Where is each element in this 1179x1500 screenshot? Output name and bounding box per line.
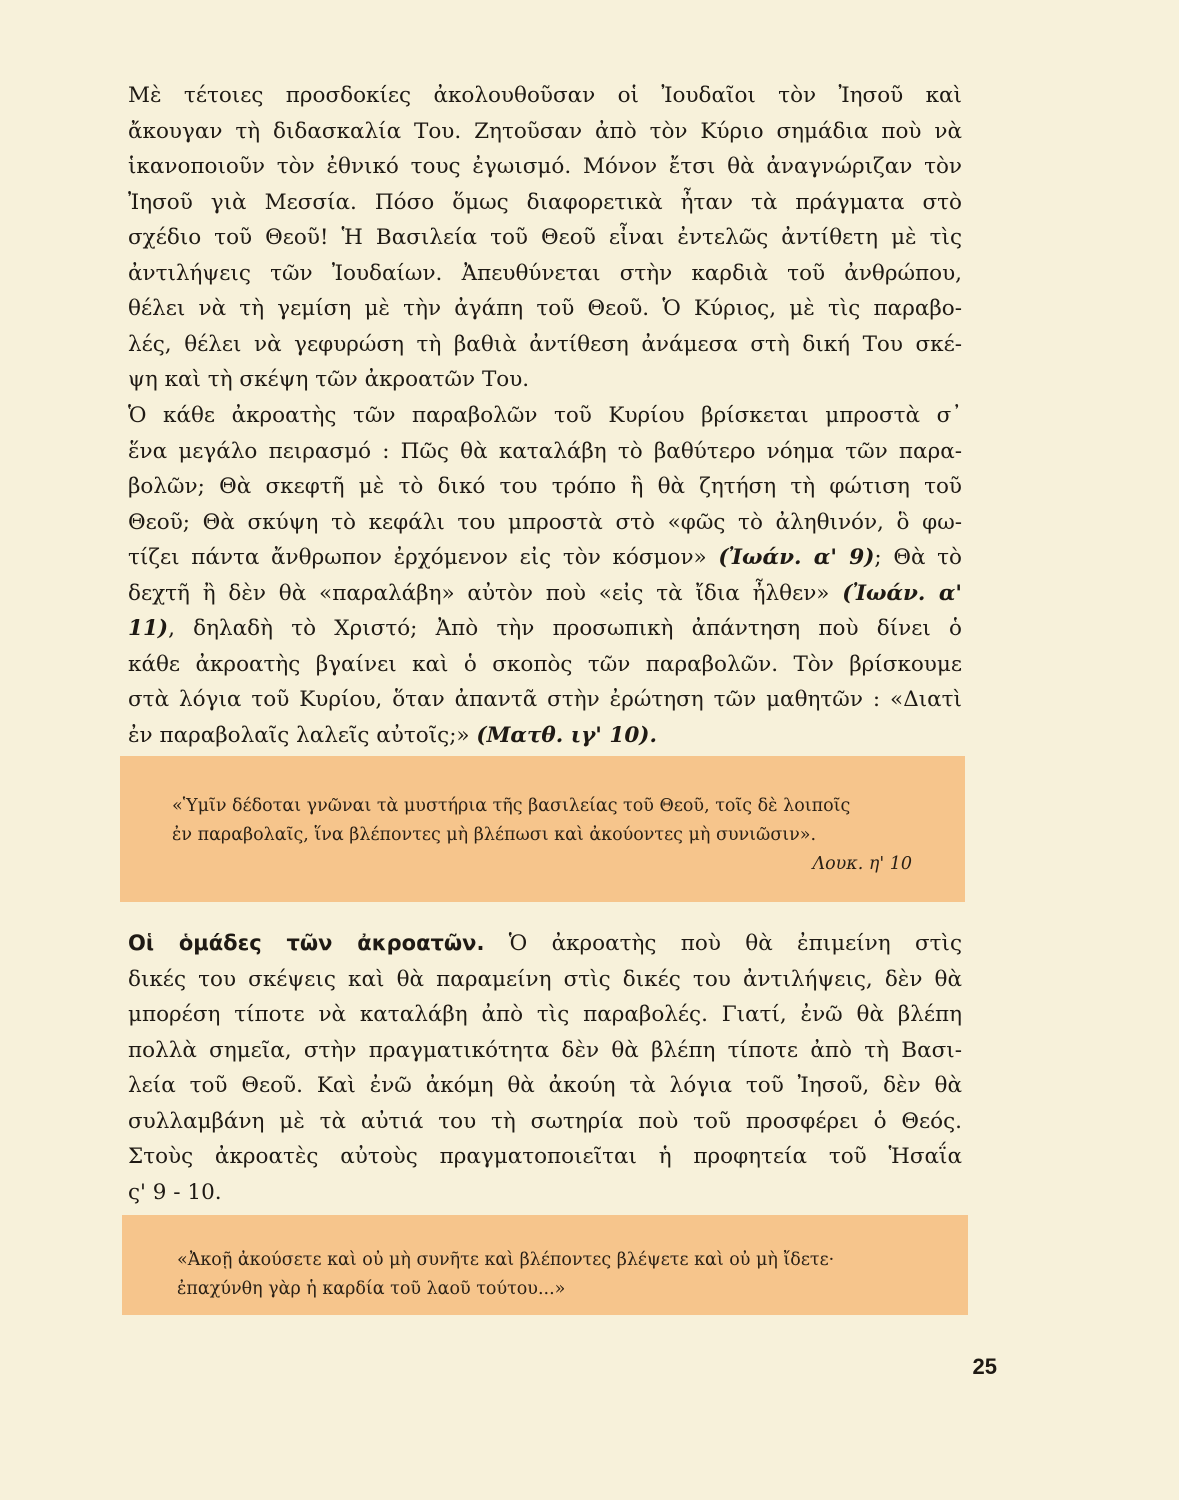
text-line: πολλὰ σημεῖα, στὴν πραγματικότητα δὲν θὰ βλέπη τίποτε ἀπὸ τὴ Βασι-: [128, 1037, 962, 1063]
text-line: συλλαμβάνη μὲ τὰ αὐτιά του τὴ σωτηρία ποὺ τοῦ προσφέρει ὁ Θεός.: [128, 1108, 962, 1134]
text-line: βολῶν; Θὰ σκεφτῆ μὲ τὸ δικό του τρόπο ἢ θὰ ζητήση τὴ φώτιση τοῦ: [128, 474, 962, 499]
scripture-reference: (Ἰωάν. α' 9): [718, 545, 875, 570]
text-segment: τίζει πάντα ἄνθρωπον ἐρχόμενον εἰς τὸν κόσμον»: [128, 545, 719, 570]
text-line: [128, 611, 962, 647]
text-line: δικές του σκέψεις καὶ θὰ παραμείνη στὶς δικές του ἀντιλήψεις, δὲν θὰ: [128, 966, 962, 992]
text-line: ἕνα μεγάλο πειρασμό : Πῶς θὰ καταλάβη τὸ βαθύτερο νόημα τῶν παρα-: [128, 438, 962, 464]
quote-box-luke: [120, 756, 965, 902]
quote-reference: Λουκ. η' 10: [812, 854, 912, 874]
text-line: ἀντιλήψεις τῶν Ἰουδαίων. Ἀπευθύνεται στὴν καρδιὰ τοῦ ἀνθρώπου,: [128, 260, 962, 286]
text-line: λές, θέλει νὰ γεφυρώση τὴ βαθιὰ ἀντίθεση ἀνάμεσα στὴ δική Του σκέ-: [128, 331, 962, 357]
text-line: [128, 718, 962, 754]
text-line: [128, 926, 962, 962]
text-line: ς' 9 - 10.: [128, 1179, 222, 1205]
text-line: σχέδιο τοῦ Θεοῦ! Ἡ Βασιλεία τοῦ Θεοῦ εἶναι ἐντελῶς ἀντίθετη μὲ τὶς: [128, 225, 962, 250]
page-number: 25: [972, 1354, 997, 1379]
text-line: Ἰησοῦ γιὰ Μεσσία. Πόσο ὅμως διαφορετικὰ ἦταν τὰ πράγματα στὸ: [128, 189, 962, 215]
text-line: θέλει νὰ τὴ γεμίση μὲ τὴν ἀγάπη τοῦ Θεοῦ. Ὁ Κύριος, μὲ τὶς παραβο-: [128, 296, 962, 321]
scripture-reference: (Ματθ. ιγ' 10).: [476, 722, 657, 748]
text-line: Στοὺς ἀκροατὲς αὐτοὺς πραγματοποιεῖται ἡ προφητεία τοῦ Ἡσαΐα: [128, 1144, 962, 1169]
text-segment: ἐν παραβολαῖς λαλεῖς αὐτοῖς;»: [128, 722, 477, 748]
text-line: ἱκανοποιοῦν τὸν ἐθνικό τους ἐγωισμό. Μόνον ἔτσι θὰ ἀναγνώριζαν τὸν: [128, 154, 962, 179]
text-segment: δεχτῆ ἢ δὲν θὰ «παραλάβη» αὐτὸν ποὺ «εἰς τὰ ἴδια ἦλθεν»: [128, 580, 843, 606]
quote-line: «Ὑμῖν δέδοται γνῶναι τὰ μυστήρια τῆς βασιλείας τοῦ Θεοῦ, τοῖς δὲ λοιποῖς: [172, 796, 851, 816]
scripture-reference: (Ἰωάν. α': [842, 580, 962, 606]
text-line: Θεοῦ; Θὰ σκύψη τὸ κεφάλι του μπροστὰ στὸ «φῶς τὸ ἀληθινόν, ὃ φω-: [128, 509, 962, 535]
text-line: στὰ λόγια τοῦ Κυρίου, ὅταν ἀπαντᾶ στὴν ἐρώτηση τῶν μαθητῶν : «Διατὶ: [128, 687, 962, 712]
scripture-reference: 11): [128, 616, 169, 641]
text-line: λεία τοῦ Θεοῦ. Καὶ ἐνῶ ἀκόμη θὰ ἀκούη τὰ λόγια τοῦ Ἰησοῦ, δὲν θὰ: [128, 1073, 962, 1098]
paragraph-expectations: [128, 78, 962, 398]
text-line: Μὲ τέτοιες προσδοκίες ἀκολουθοῦσαν οἱ Ἰουδαῖοι τὸν Ἰησοῦ καὶ: [128, 83, 962, 108]
quote-text: [177, 1246, 917, 1304]
text-segment: , δηλαδὴ τὸ Χριστό; Ἀπὸ τὴν προσωπικὴ ἀπάντηση ποὺ δίνει ὁ: [168, 616, 962, 641]
quote-line: ἐπαχύνθη γὰρ ἡ καρδία τοῦ λαοῦ τούτου...»: [177, 1279, 566, 1299]
text-line: [128, 576, 962, 612]
quote-text: [172, 792, 912, 879]
quote-line: ἐν παραβολαῖς, ἵνα βλέποντες μὴ βλέπωσι καὶ ἀκούοντες μὴ συνιῶσιν».: [172, 825, 817, 845]
quote-line: «Ἀκοῇ ἀκούσετε καὶ οὐ μὴ συνῆτε καὶ βλέποντες βλέψετε καὶ οὐ μὴ ἴδετε·: [177, 1250, 835, 1270]
text-line: [128, 540, 962, 576]
text-line: Ὁ κάθε ἀκροατὴς τῶν παραβολῶν τοῦ Κυρίου βρίσκεται μπροστὰ σ᾽: [128, 403, 962, 428]
text-line: ἄκουγαν τὴ διδασκαλία Του. Ζητοῦσαν ἀπὸ τὸν Κύριο σημάδια ποὺ νὰ: [128, 118, 962, 144]
text-segment: Ὁ ἀκροατὴς ποὺ θὰ ἐπιμείνη στὶς: [484, 931, 962, 956]
quote-box-isaiah: [122, 1215, 968, 1315]
text-line: κάθε ἀκροατὴς βγαίνει καὶ ὁ σκοπὸς τῶν παραβολῶν. Τὸν βρίσκουμε: [128, 651, 962, 677]
text-segment: ; Θὰ τὸ: [874, 545, 962, 570]
text-line: ψη καὶ τὴ σκέψη τῶν ἀκροατῶν Του.: [128, 367, 530, 392]
text-line: μπορέση τίποτε νὰ καταλάβη ἀπὸ τὶς παραβολές. Γιατί, ἐνῶ θὰ βλέπη: [128, 1002, 962, 1027]
section-heading: Οἱ ὁμάδες τῶν ἀκροατῶν.: [128, 931, 485, 955]
paragraph-temptation: [128, 398, 962, 753]
paragraph-listener-groups: [128, 926, 962, 1210]
